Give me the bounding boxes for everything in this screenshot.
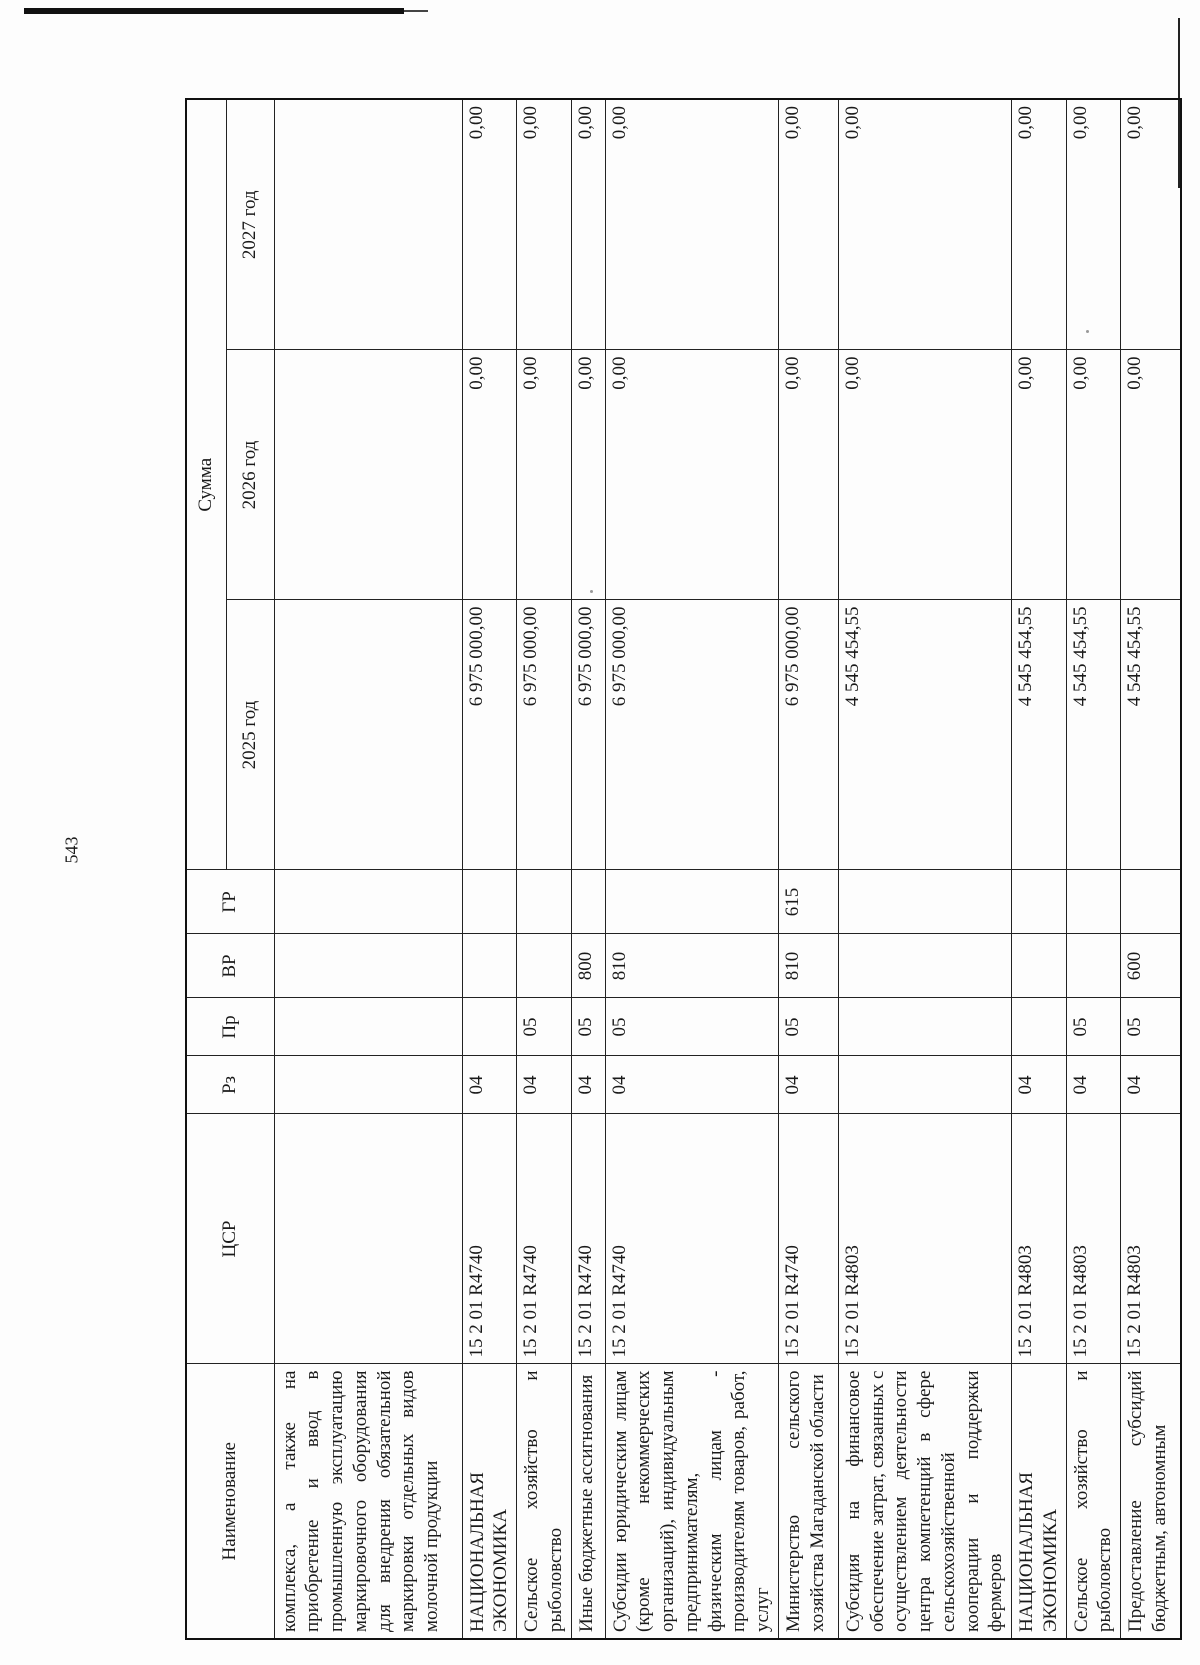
cell-rz: 04 xyxy=(1012,1056,1067,1114)
cell-2026: 0,00 xyxy=(778,350,838,600)
cell-2027: 0,00 xyxy=(1121,99,1181,350)
table-row xyxy=(838,99,1011,1639)
cell-gr xyxy=(1066,870,1121,934)
cell-gr xyxy=(517,870,572,934)
header-rz: Рз xyxy=(186,1056,274,1114)
cell-vr: 600 xyxy=(1121,934,1181,998)
cell-csr: 15 2 01 R4803 xyxy=(1012,1114,1067,1364)
cell-csr: 15 2 01 R4740 xyxy=(778,1114,838,1364)
cell-rz xyxy=(274,1056,462,1114)
header-2026: 2026 год xyxy=(226,350,274,600)
cell-gr xyxy=(1121,870,1181,934)
table-row xyxy=(605,99,778,1639)
cell-csr: 15 2 01 R4740 xyxy=(462,1114,517,1364)
cell-gr xyxy=(1012,870,1067,934)
cell-2025: 6 975 000,00 xyxy=(462,600,517,870)
table-row xyxy=(778,99,838,1639)
cell-pr: 05 xyxy=(1066,998,1121,1056)
cell-2027: 0,00 xyxy=(605,99,778,350)
cell-2025: 4 545 454,55 xyxy=(1066,600,1121,870)
cell-name: Сельское хозяйство и рыболовство xyxy=(517,1364,572,1639)
cell-2027 xyxy=(274,99,462,350)
cell-name: НАЦИОНАЛЬНАЯ ЭКОНОМИКА xyxy=(1012,1364,1067,1639)
budget-table-rotated xyxy=(185,100,1170,1640)
table-row xyxy=(1012,99,1067,1639)
cell-name: Субсидия на финансовое обеспечение затрат, связанных с осуществлением деятельности центра компетенций в сфере сельскохозяйственной кооперации и поддержки фермеров xyxy=(838,1364,1011,1639)
cell-2026: 0,00 xyxy=(838,350,1011,600)
cell-2025 xyxy=(274,600,462,870)
cell-rz: 04 xyxy=(1121,1056,1181,1114)
cell-csr: 15 2 01 R4740 xyxy=(605,1114,778,1364)
cell-name: НАЦИОНАЛЬНАЯ ЭКОНОМИКА xyxy=(462,1364,517,1639)
cell-csr xyxy=(274,1114,462,1364)
cell-2026: 0,00 xyxy=(1121,350,1181,600)
cell-vr: 800 xyxy=(571,934,605,998)
cell-2026: 0,00 xyxy=(605,350,778,600)
cell-gr xyxy=(838,870,1011,934)
cell-2026: 0,00 xyxy=(517,350,572,600)
cell-rz: 04 xyxy=(778,1056,838,1114)
cell-rz xyxy=(838,1056,1011,1114)
cell-2025: 6 975 000,00 xyxy=(571,600,605,870)
header-vr: ВР xyxy=(186,934,274,998)
cell-name: Субсидии юридическим лицам (кроме некоммерческих организаций), индивидуальным предпринимателям, физическим лицам - производителям товаров, работ, услуг xyxy=(605,1364,778,1639)
cell-pr: 05 xyxy=(571,998,605,1056)
header-2027: 2027 год xyxy=(226,99,274,350)
cell-2025: 6 975 000,00 xyxy=(517,600,572,870)
cell-2026 xyxy=(274,350,462,600)
cell-2026: 0,00 xyxy=(1012,350,1067,600)
cell-pr xyxy=(1012,998,1067,1056)
cell-vr xyxy=(517,934,572,998)
cell-pr: 05 xyxy=(1121,998,1181,1056)
table-row xyxy=(1066,99,1121,1639)
cell-name: Сельское хозяйство и рыболовство xyxy=(1066,1364,1121,1639)
cell-pr: 05 xyxy=(778,998,838,1056)
header-gr: ГР xyxy=(186,870,274,934)
cell-vr xyxy=(1012,934,1067,998)
cell-2027: 0,00 xyxy=(517,99,572,350)
cell-2026: 0,00 xyxy=(1066,350,1121,600)
table-row xyxy=(1121,99,1181,1639)
cell-csr: 15 2 01 R4803 xyxy=(1066,1114,1121,1364)
cell-2025: 4 545 454,55 xyxy=(1012,600,1067,870)
cell-gr xyxy=(605,870,778,934)
cell-rz: 04 xyxy=(1066,1056,1121,1114)
cell-rz: 04 xyxy=(605,1056,778,1114)
cell-gr xyxy=(571,870,605,934)
cell-2027: 0,00 xyxy=(838,99,1011,350)
scan-edge-bar xyxy=(24,8,404,14)
table-row xyxy=(517,99,572,1639)
cell-name: Иные бюджетные ассигнования xyxy=(571,1364,605,1639)
cell-rz: 04 xyxy=(462,1056,517,1114)
cell-csr: 15 2 01 R4803 xyxy=(838,1114,1011,1364)
cell-csr: 15 2 01 R4803 xyxy=(1121,1114,1181,1364)
cell-name: Предоставление субсидий бюджетным, автономным xyxy=(1121,1364,1181,1639)
cell-gr: 615 xyxy=(778,870,838,934)
cell-vr xyxy=(462,934,517,998)
budget-table xyxy=(185,98,1182,1640)
cell-rz: 04 xyxy=(571,1056,605,1114)
cell-vr: 810 xyxy=(778,934,838,998)
cell-vr xyxy=(838,934,1011,998)
cell-pr xyxy=(462,998,517,1056)
header-name: Наименование xyxy=(186,1364,274,1639)
cell-pr xyxy=(838,998,1011,1056)
cell-2025: 4 545 454,55 xyxy=(1121,600,1181,870)
cell-vr xyxy=(1066,934,1121,998)
header-csr: ЦСР xyxy=(186,1114,274,1364)
cell-gr xyxy=(274,870,462,934)
table-body xyxy=(274,99,1181,1639)
cell-csr: 15 2 01 R4740 xyxy=(571,1114,605,1364)
cell-2025: 6 975 000,00 xyxy=(605,600,778,870)
page-number: 543 xyxy=(61,836,82,864)
header-sum: Сумма xyxy=(186,99,226,870)
cell-2027: 0,00 xyxy=(571,99,605,350)
cell-vr xyxy=(274,934,462,998)
cell-name: комплекса, а также на приобретение и ввод в промышленную эксплуатацию маркировочного оборудования для внедрения обязательной маркировки отдельных видов молочной продукции xyxy=(274,1364,462,1639)
table-row xyxy=(274,99,462,1639)
cell-2026: 0,00 xyxy=(462,350,517,600)
header-pr: Пр xyxy=(186,998,274,1056)
cell-2027: 0,00 xyxy=(778,99,838,350)
table-row xyxy=(462,99,517,1639)
scan-edge-bar-tail xyxy=(404,10,428,12)
cell-name: Министерство сельского хозяйства Магаданской области xyxy=(778,1364,838,1639)
cell-2027: 0,00 xyxy=(1012,99,1067,350)
cell-pr: 05 xyxy=(605,998,778,1056)
cell-2027: 0,00 xyxy=(462,99,517,350)
cell-2025: 4 545 454,55 xyxy=(838,600,1011,870)
cell-pr xyxy=(274,998,462,1056)
cell-rz: 04 xyxy=(517,1056,572,1114)
cell-2026: 0,00 xyxy=(571,350,605,600)
cell-gr xyxy=(462,870,517,934)
cell-2027: 0,00 xyxy=(1066,99,1121,350)
cell-pr: 05 xyxy=(517,998,572,1056)
cell-csr: 15 2 01 R4740 xyxy=(517,1114,572,1364)
header-2025: 2025 год xyxy=(226,600,274,870)
cell-2025: 6 975 000,00 xyxy=(778,600,838,870)
table-row xyxy=(571,99,605,1639)
cell-vr: 810 xyxy=(605,934,778,998)
